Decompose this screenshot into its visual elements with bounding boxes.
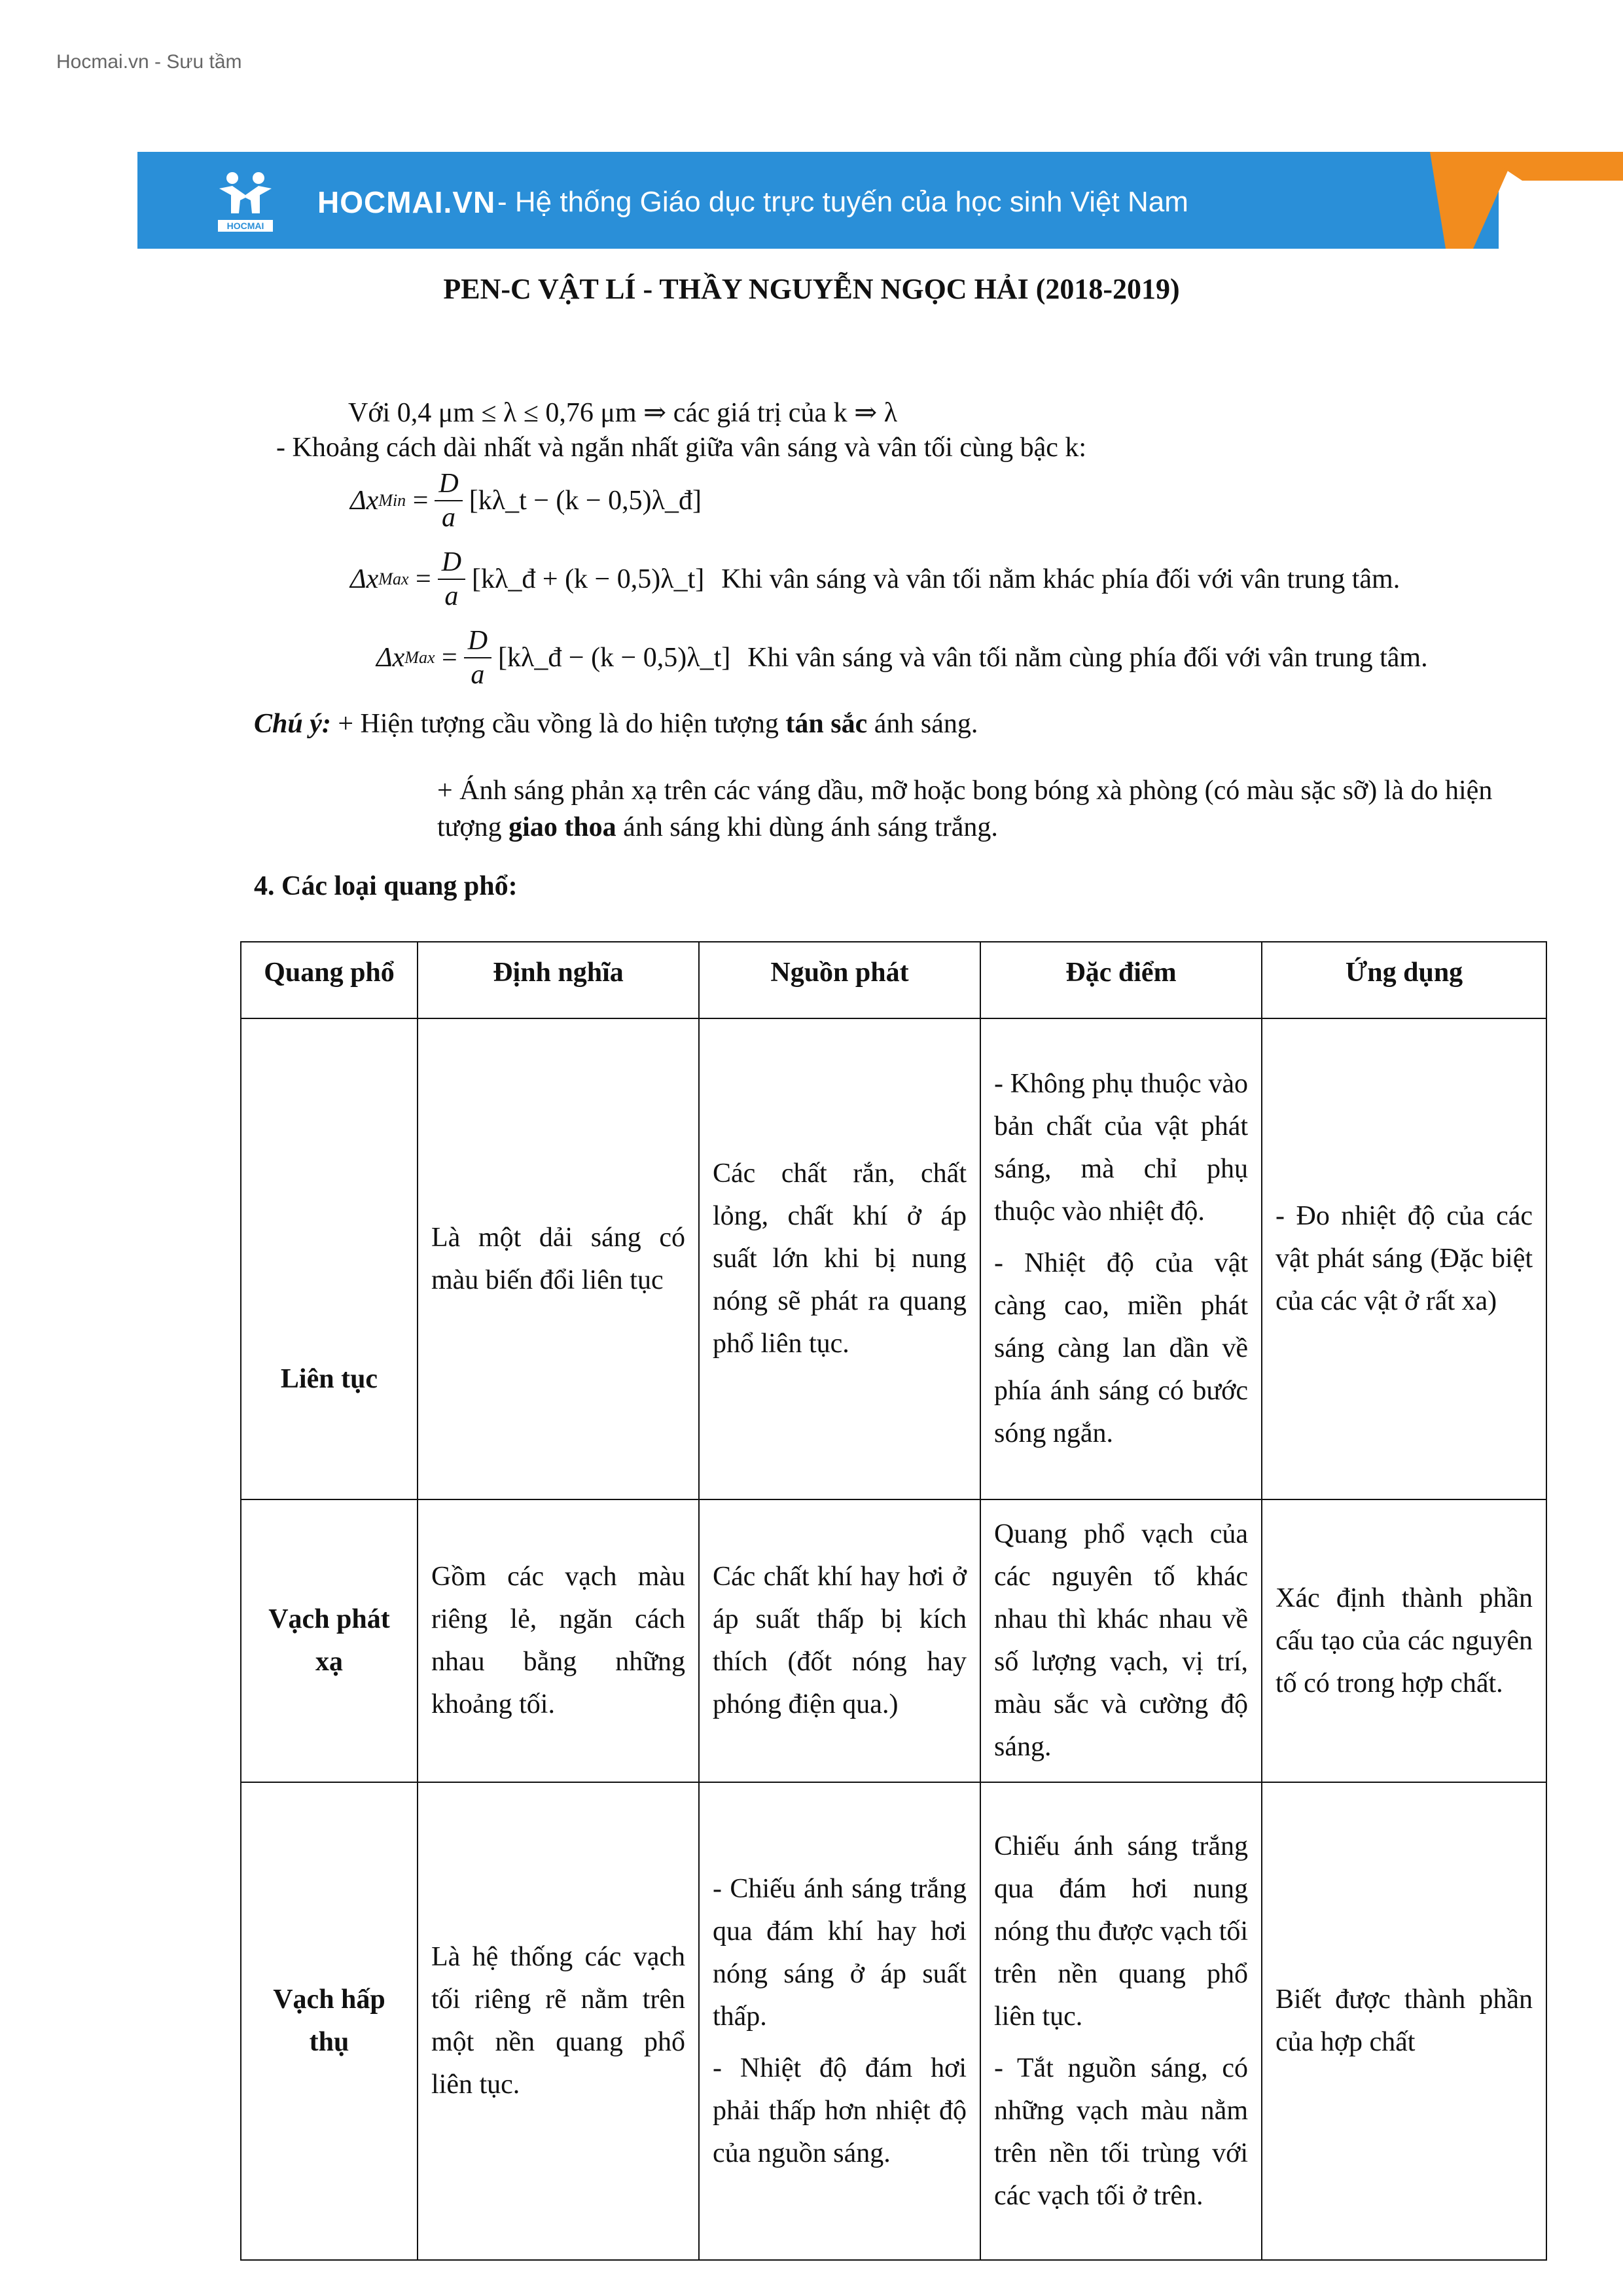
row-definition: Gồm các vạch màu riêng lẻ, ngăn cách nhau bằng những khoảng tối. xyxy=(418,1499,699,1782)
row-definition: Là một dải sáng có màu biến đổi liên tục xyxy=(418,1018,699,1499)
header-features: Đặc điểm xyxy=(980,942,1262,1018)
spectrum-table xyxy=(240,941,1547,2261)
row-source: Các chất khí hay hơi ở áp suất thấp bị kích thích (đốt nóng hay phóng điện qua.) xyxy=(699,1499,980,1782)
row-name: Vạch phát xạ xyxy=(241,1499,418,1782)
table-row xyxy=(241,1018,1546,1499)
header-spectrum: Quang phổ xyxy=(241,942,418,1018)
row-definition: Là hệ thống các vạch tối riêng rẽ nằm trên một nền quang phổ liên tục. xyxy=(418,1782,699,2260)
row-name: Liên tục xyxy=(241,1018,418,1499)
formula-dx-min: Δx Min = $\frac{D}{a}$ [kλ_t − (k − 0,5)λ_đ] xyxy=(350,469,702,533)
row-source: Các chất rắn, chất lỏng, chất khí ở áp suất lớn khi bị nung nóng sẽ phát ra quang phổ liên tục. xyxy=(699,1018,980,1499)
header-application: Ứng dụng xyxy=(1262,942,1546,1018)
row-application: Biết được thành phần của hợp chất xyxy=(1262,1782,1546,2260)
page-title: PEN-C VẬT LÍ - THẦY NGUYỄN NGỌC HẢI (2018-2019) xyxy=(443,273,1180,305)
row-features: Quang phổ vạch của các nguyên tố khác nhau thì khác nhau về số lượng vạch, vị trí, màu sắc và cường độ sáng. xyxy=(980,1499,1262,1782)
banner-brand: HOCMAI.VN xyxy=(317,185,496,219)
row-features: - Không phụ thuộc vào bản chất của vật phát sáng, mà chỉ phụ thuộc vào nhiệt độ. - Nhiệt độ của vật càng cao, miền phát sáng càng lan dần về phía ánh sáng có bước sóng ngắn. xyxy=(980,1018,1262,1499)
table-row xyxy=(241,1782,1546,2260)
row-application: Xác định thành phần cấu tạo của các nguyên tố có trong hợp chất. xyxy=(1262,1499,1546,1782)
hocmai-logo-icon xyxy=(213,169,278,234)
row-application: - Đo nhiệt độ của các vật phát sáng (Đặc biệt của các vật ở rất xa) xyxy=(1262,1018,1546,1499)
logo-label: HOCMAI xyxy=(226,221,264,231)
wavelength-range-line: Với 0,4 μm ≤ λ ≤ 0,76 μm ⇒ các giá trị của k ⇒ λ xyxy=(348,398,898,428)
banner-tagline: - Hệ thống Giáo dục trực tuyến của học sinh Việt Nam xyxy=(497,186,1188,218)
section-title: 4. Các loại quang phổ: xyxy=(254,871,518,901)
formula-dx-max-same: Δx Max = $\frac{D}{a}$ [kλ_đ − (k − 0,5)λ_t] Khi vân sáng và vân tối nằm cùng phía đối với vân trung tâm. xyxy=(376,626,1428,690)
header-source: Nguồn phát xyxy=(699,942,980,1018)
note-line-2: + Ánh sáng phản xạ trên các váng dầu, mỡ hoặc bong bóng xà phòng (có màu sặc sỡ) là do hiện tượng giao thoa ánh sáng khi dùng ánh sáng trắng. xyxy=(437,776,1493,842)
table-header-row xyxy=(241,942,1546,1018)
note-line-1: Chú ý: + Hiện tượng cầu vồng là do hiện tượng tán sắc ánh sáng. xyxy=(254,709,978,739)
row-source: - Chiếu ánh sáng trắng qua đám khí hay hơi nóng sáng ở áp suất thấp. - Nhiệt độ đám hơi phải thấp hơn nhiệt độ của nguồn sáng. xyxy=(699,1782,980,2260)
header-definition: Định nghĩa xyxy=(418,942,699,1018)
table-row xyxy=(241,1499,1546,1782)
row-features: Chiếu ánh sáng trắng qua đám hơi nung nóng thu được vạch tối trên nền quang phổ liên tục. - Tắt nguồn sáng, có những vạch màu nằm trên nền tối trùng với các vạch tối ở trên. xyxy=(980,1782,1262,2260)
distance-intro-line: - Khoảng cách dài nhất và ngắn nhất giữa vân sáng và vân tối cùng bậc k: xyxy=(276,433,1087,463)
formula-dx-max-opposite: Δx Max = $\frac{D}{a}$ [kλ_đ + (k − 0,5)λ_t] Khi vân sáng và vân tối nằm khác phía đối với vân trung tâm. xyxy=(350,547,1400,611)
source-note: Hocmai.vn - Sưu tầm xyxy=(56,51,242,73)
row-name: Vạch hấp thụ xyxy=(241,1782,418,2260)
